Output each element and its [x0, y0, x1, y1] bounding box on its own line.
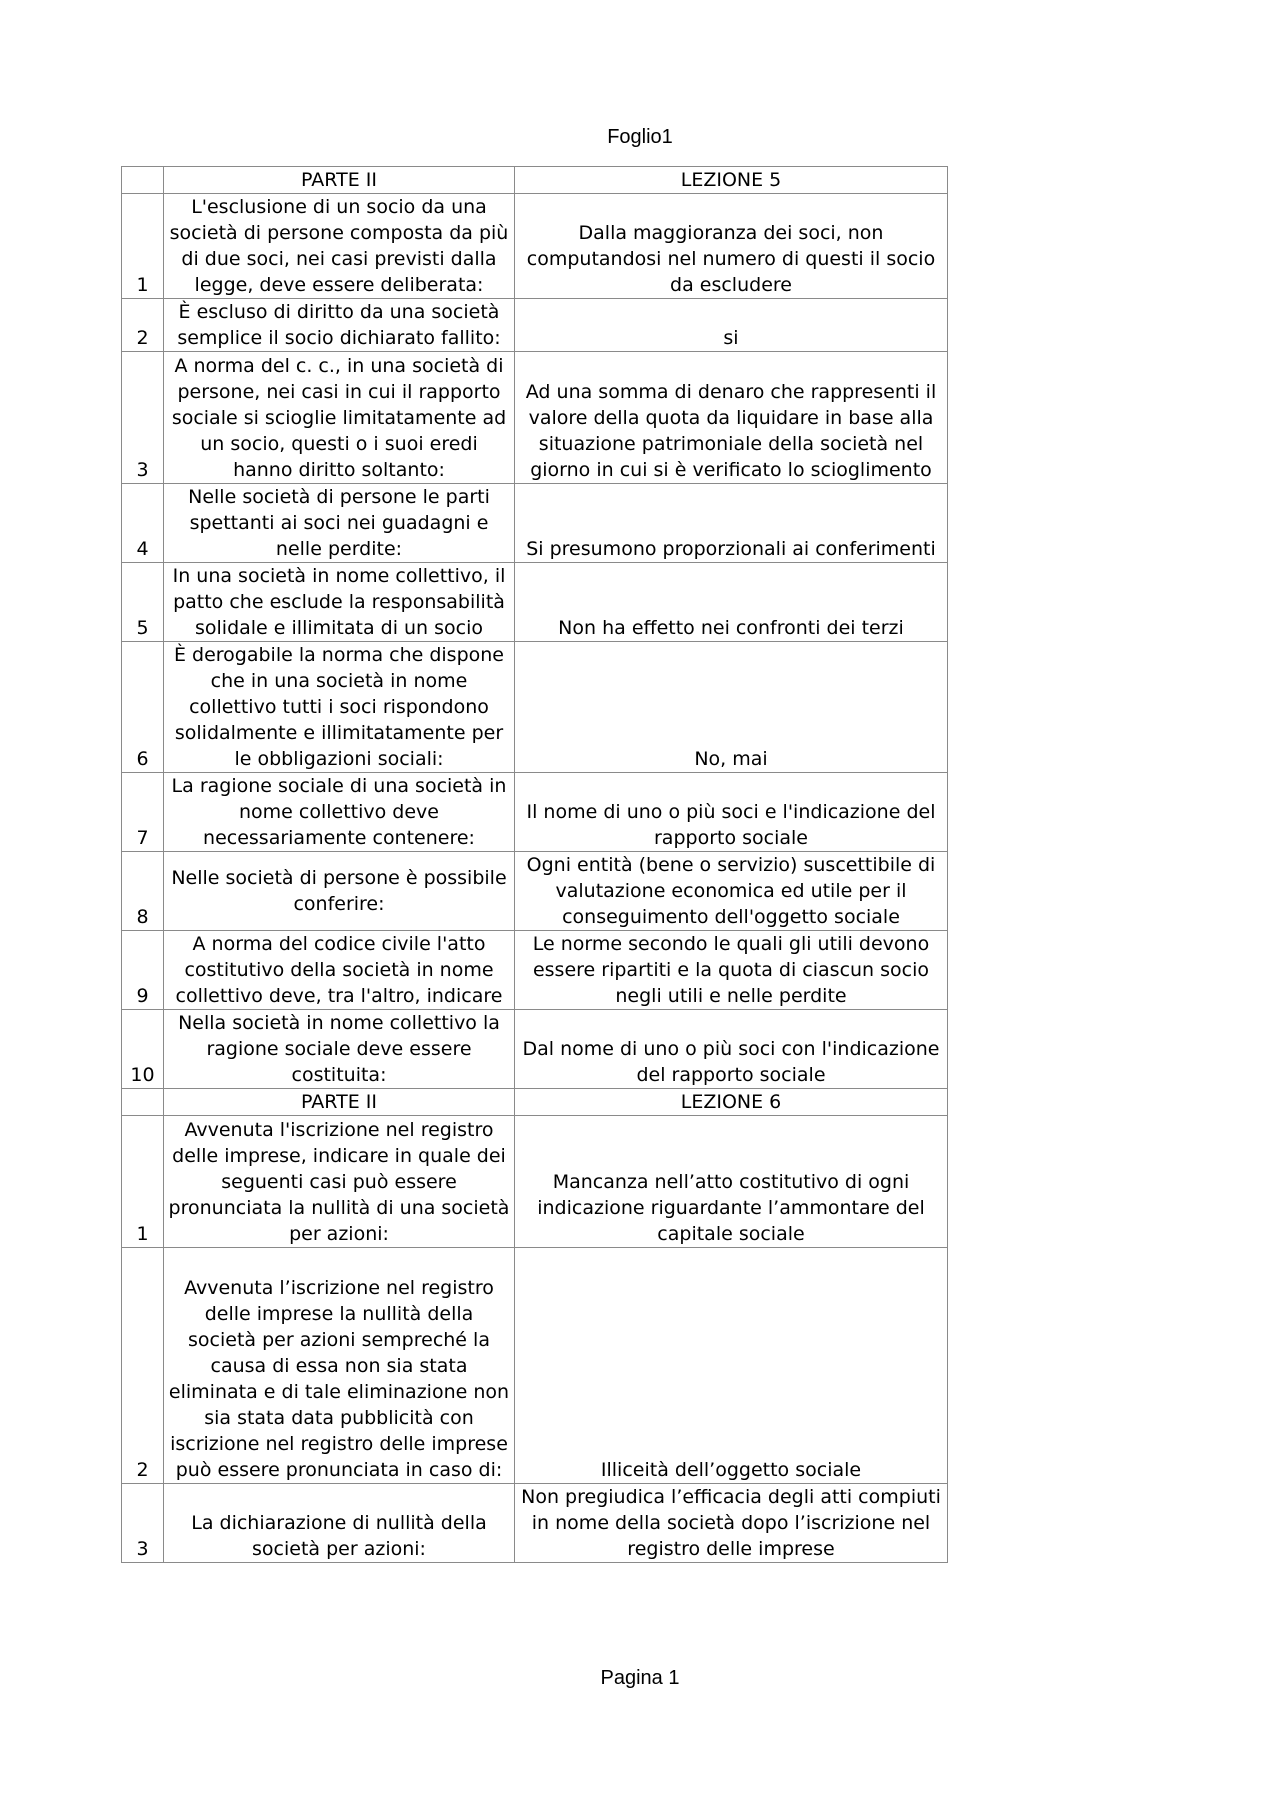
- table-row: [122, 194, 948, 299]
- question-cell: Nelle società di persone è possibile conferire:: [164, 852, 515, 931]
- row-number: 2: [122, 1248, 164, 1484]
- answer-cell: Ogni entità (bene o servizio) suscettibile di valutazione economica ed utile per il conseguimento dell'oggetto sociale: [515, 852, 948, 931]
- table-row: [122, 1248, 948, 1484]
- table-row: [122, 299, 948, 352]
- question-cell: Avvenuta l'iscrizione nel registro delle imprese, indicare in quale dei seguenti casi può essere pronunciata la nullità di una società per azioni:: [164, 1116, 515, 1248]
- question-cell: Nelle società di persone le parti spettanti ai soci nei guadagni e nelle perdite:: [164, 484, 515, 563]
- question-cell: A norma del c. c., in una società di persone, nei casi in cui il rapporto sociale si scioglie limitatamente ad un socio, questi o i suoi eredi hanno diritto soltanto:: [164, 352, 515, 484]
- lesson-header: LEZIONE 5: [515, 167, 948, 194]
- row-number: 4: [122, 484, 164, 563]
- row-number: 6: [122, 642, 164, 773]
- question-cell: È derogabile la norma che dispone che in una società in nome collettivo tutti i soci rispondono solidalmente e illimitatamente per le obbligazioni sociali:: [164, 642, 515, 773]
- table-row: [122, 1484, 948, 1563]
- table-row: [122, 773, 948, 852]
- answer-cell: Non ha effetto nei confronti dei terzi: [515, 563, 948, 642]
- answer-cell: Dalla maggioranza dei soci, non computandosi nel numero di questi il socio da escludere: [515, 194, 948, 299]
- part-header: PARTE II: [164, 167, 515, 194]
- row-number-cell: [122, 167, 164, 194]
- answer-cell: Le norme secondo le quali gli utili devono essere ripartiti e la quota di ciascun socio negli utili e nelle perdite: [515, 931, 948, 1010]
- row-number: 7: [122, 773, 164, 852]
- table-row: [122, 931, 948, 1010]
- table-row: [122, 852, 948, 931]
- answer-cell: si: [515, 299, 948, 352]
- sheet-title: Foglio1: [607, 126, 673, 148]
- answer-cell: Ad una somma di denaro che rappresenti il valore della quota da liquidare in base alla situazione patrimoniale della società nel giorno in cui si è verificato lo scioglimento: [515, 352, 948, 484]
- question-cell: Nella società in nome collettivo la ragione sociale deve essere costituita:: [164, 1010, 515, 1089]
- question-cell: È escluso di diritto da una società semplice il socio dichiarato fallito:: [164, 299, 515, 352]
- answer-cell: Dal nome di uno o più soci con l'indicazione del rapporto sociale: [515, 1010, 948, 1089]
- question-cell: In una società in nome collettivo, il patto che esclude la responsabilità solidale e illimitata di un socio: [164, 563, 515, 642]
- section-header-row: [122, 167, 948, 194]
- quiz-table: [121, 166, 948, 1563]
- answer-cell: Mancanza nell’atto costitutivo di ogni indicazione riguardante l’ammontare del capitale sociale: [515, 1116, 948, 1248]
- table-row: [122, 563, 948, 642]
- row-number: 10: [122, 1010, 164, 1089]
- answer-cell: Si presumono proporzionali ai conferimenti: [515, 484, 948, 563]
- row-number: 9: [122, 931, 164, 1010]
- question-cell: L'esclusione di un socio da una società di persone composta da più di due soci, nei casi previsti dalla legge, deve essere deliberata:: [164, 194, 515, 299]
- answer-cell: No, mai: [515, 642, 948, 773]
- table-row: [122, 352, 948, 484]
- row-number: 2: [122, 299, 164, 352]
- answer-cell: Non pregiudica l’efficacia degli atti compiuti in nome della società dopo l’iscrizione nel registro delle imprese: [515, 1484, 948, 1563]
- question-cell: La ragione sociale di una società in nome collettivo deve necessariamente contenere:: [164, 773, 515, 852]
- table-row: [122, 1116, 948, 1248]
- question-cell: La dichiarazione di nullità della società per azioni:: [164, 1484, 515, 1563]
- section-header-row: [122, 1089, 948, 1116]
- row-number: 3: [122, 1484, 164, 1563]
- row-number-cell: [122, 1089, 164, 1116]
- table-row: [122, 642, 948, 773]
- row-number: 1: [122, 194, 164, 299]
- page-footer: Pagina 1: [600, 1667, 680, 1689]
- row-number: 1: [122, 1116, 164, 1248]
- part-header: PARTE II: [164, 1089, 515, 1116]
- table-row: [122, 484, 948, 563]
- question-cell: A norma del codice civile l'atto costitutivo della società in nome collettivo deve, tra l'altro, indicare: [164, 931, 515, 1010]
- answer-cell: Illiceità dell’oggetto sociale: [515, 1248, 948, 1484]
- row-number: 5: [122, 563, 164, 642]
- table-row: [122, 1010, 948, 1089]
- row-number: 8: [122, 852, 164, 931]
- answer-cell: Il nome di uno o più soci e l'indicazione del rapporto sociale: [515, 773, 948, 852]
- row-number: 3: [122, 352, 164, 484]
- question-cell: Avvenuta l’iscrizione nel registro delle imprese la nullità della società per azioni sempreché la causa di essa non sia stata eliminata e di tale eliminazione non sia stata data pubblicità con iscrizione nel registro delle imprese può essere pronunciata in caso di:: [164, 1248, 515, 1484]
- lesson-header: LEZIONE 6: [515, 1089, 948, 1116]
